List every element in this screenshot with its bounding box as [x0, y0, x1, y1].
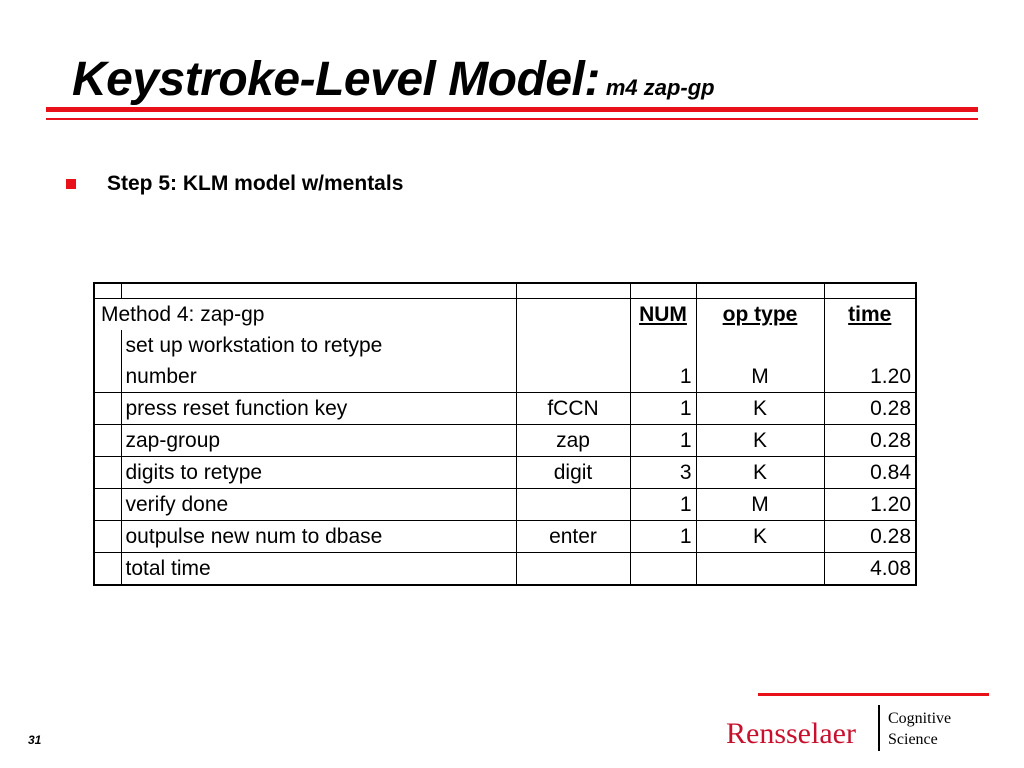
- logo-dept-line1: Cognitive: [888, 710, 952, 727]
- klm-table: [93, 282, 917, 586]
- header-op-type: op type: [722, 303, 798, 326]
- step-op-type: K: [696, 393, 824, 425]
- table-spacer-row: [94, 283, 916, 299]
- step-num: 1: [630, 361, 696, 393]
- step-description: set up workstation to retype: [121, 330, 516, 361]
- step-description: outpulse new num to dbase: [121, 521, 516, 553]
- logo-dept-line2: Science: [888, 731, 938, 748]
- table-row: [94, 393, 916, 425]
- table-row: [94, 425, 916, 457]
- title-underline-thick: [46, 107, 978, 112]
- step-num: 3: [630, 457, 696, 489]
- page-number: 31: [28, 733, 42, 747]
- table-row: [94, 521, 916, 553]
- step-key: [516, 361, 630, 393]
- step-op-type: K: [696, 425, 824, 457]
- step-time: 1.20: [824, 489, 916, 521]
- total-label: total time: [121, 553, 516, 586]
- step-num: 1: [630, 489, 696, 521]
- step-num: 1: [630, 521, 696, 553]
- bullet-item: [66, 172, 403, 196]
- header-num: NUM: [639, 303, 687, 326]
- table-row: [94, 457, 916, 489]
- header-time: time: [848, 303, 892, 326]
- step-op-type: K: [696, 521, 824, 553]
- step-op-type: M: [696, 361, 824, 393]
- step-key: zap: [516, 425, 630, 457]
- step-time: 0.84: [824, 457, 916, 489]
- step-description: press reset function key: [121, 393, 516, 425]
- method-label: Method 4: zap-gp: [94, 299, 516, 331]
- table-total-row: [94, 553, 916, 586]
- title-main: Keystroke-Level Model:: [72, 53, 600, 106]
- step-num: 1: [630, 393, 696, 425]
- step-time: 0.28: [824, 393, 916, 425]
- title-underline-thin: [46, 118, 978, 120]
- step-description: zap-group: [121, 425, 516, 457]
- logo-divider: [878, 705, 880, 751]
- table-row: [94, 330, 916, 361]
- step-time: 1.20: [824, 361, 916, 393]
- step-time: 0.28: [824, 425, 916, 457]
- step-description: number: [121, 361, 516, 393]
- step-time: 0.28: [824, 521, 916, 553]
- table-row: [94, 489, 916, 521]
- step-key: enter: [516, 521, 630, 553]
- step-key: digit: [516, 457, 630, 489]
- step-description: verify done: [121, 489, 516, 521]
- bullet-text: Step 5: KLM model w/mentals: [107, 172, 404, 195]
- logo-rule: [758, 693, 989, 696]
- step-num: 1: [630, 425, 696, 457]
- step-key: fCCN: [516, 393, 630, 425]
- title-subtitle: m4 zap-gp: [605, 75, 715, 100]
- step-description: digits to retype: [121, 457, 516, 489]
- table-header-row: [94, 299, 916, 331]
- square-bullet-icon: [66, 179, 76, 189]
- step-key: [516, 489, 630, 521]
- logo-department: [888, 708, 951, 750]
- total-time: 4.08: [824, 553, 916, 586]
- step-op-type: M: [696, 489, 824, 521]
- rensselaer-logo-text: Rensselaer: [726, 717, 856, 750]
- step-op-type: K: [696, 457, 824, 489]
- table-row: [94, 361, 916, 393]
